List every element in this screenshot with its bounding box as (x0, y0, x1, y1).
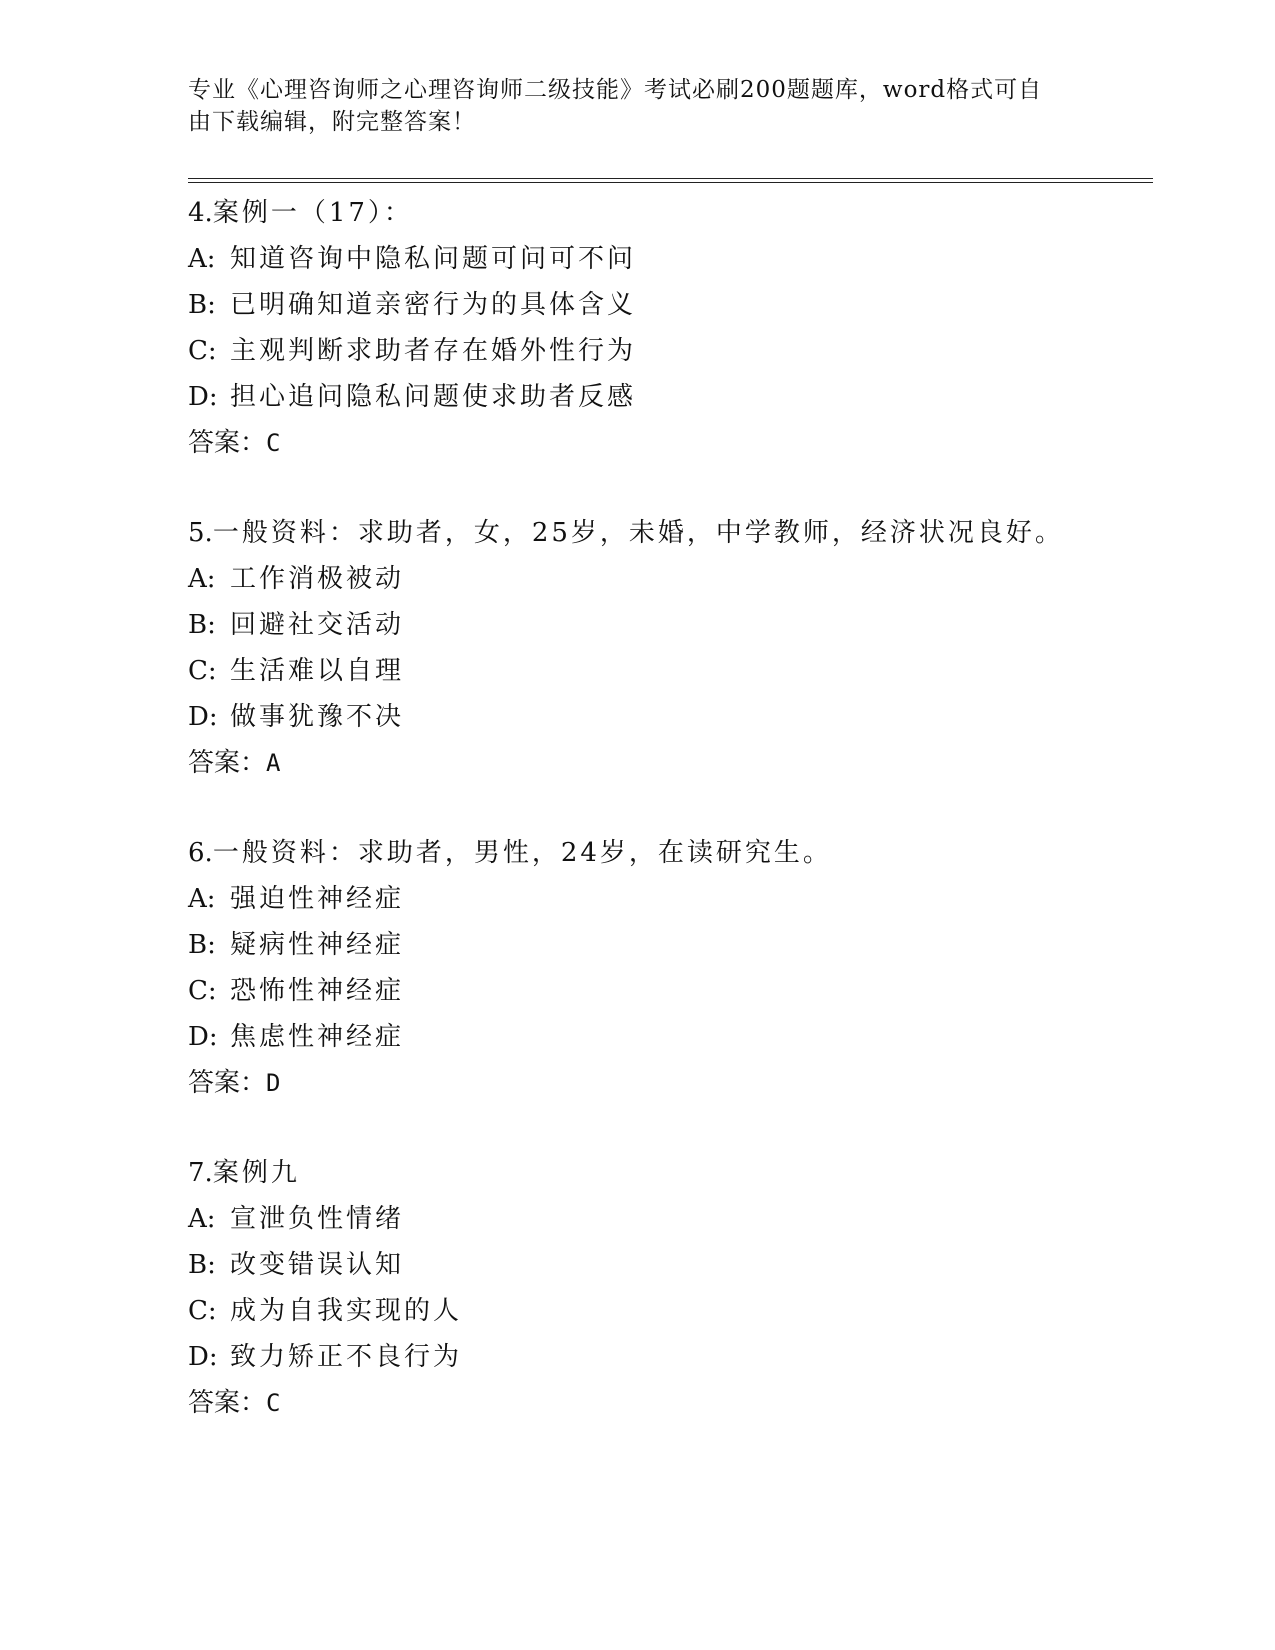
header-line-1: 专业《心理咨询师之心理咨询师二级技能》考试必刷200题题库，word格式可自 (188, 77, 1043, 103)
option-letter: A: (188, 1204, 216, 1234)
option-text: 知道咨询中隐私问题可问可不问 (230, 244, 637, 274)
option-letter: A: (188, 564, 216, 594)
question-list (188, 190, 1148, 1426)
option-a (188, 876, 1148, 922)
option-text: 做事犹豫不决 (230, 702, 405, 732)
option-b (188, 602, 1148, 648)
option-text: 宣泄负性情绪 (230, 1204, 405, 1234)
question-stem (188, 1150, 1148, 1196)
option-c (188, 1288, 1148, 1334)
header-line-2: 由下载编辑，附完整答案！ (188, 109, 476, 135)
option-text: 担心追问隐私问题使求助者反感 (230, 382, 637, 412)
option-c (188, 968, 1148, 1014)
option-d (188, 694, 1148, 740)
option-text: 工作消极被动 (230, 564, 405, 594)
option-letter: C: (188, 1296, 217, 1326)
question-stem (188, 830, 1148, 876)
question-item (188, 190, 1148, 466)
option-d (188, 374, 1148, 420)
option-text: 强迫性神经症 (230, 884, 405, 914)
question-stem (188, 190, 1148, 236)
question-number: 5. (188, 518, 213, 548)
answer-line (188, 420, 1148, 466)
option-a (188, 1196, 1148, 1242)
option-letter: D: (188, 1022, 218, 1052)
option-letter: A: (188, 884, 216, 914)
question-item (188, 830, 1148, 1106)
option-b (188, 282, 1148, 328)
answer-label: 答案： (188, 748, 267, 778)
question-number: 7. (188, 1158, 213, 1188)
option-b (188, 1242, 1148, 1288)
answer-value: A (266, 749, 281, 777)
option-text: 焦虑性神经症 (230, 1022, 405, 1052)
option-d (188, 1014, 1148, 1060)
answer-line (188, 740, 1148, 786)
option-text: 疑病性神经症 (230, 930, 405, 960)
option-d (188, 1334, 1148, 1380)
option-text: 回避社交活动 (230, 610, 405, 640)
option-a (188, 556, 1148, 602)
option-letter: D: (188, 382, 218, 412)
option-text: 恐怖性神经症 (230, 976, 405, 1006)
option-text: 改变错误认知 (230, 1250, 405, 1280)
question-stem (188, 510, 1148, 556)
option-letter: A: (188, 244, 216, 274)
answer-value: C (266, 1389, 281, 1417)
option-letter: D: (188, 1342, 218, 1372)
answer-line (188, 1380, 1148, 1426)
answer-label: 答案： (188, 1388, 267, 1418)
option-c (188, 648, 1148, 694)
header-divider-top (188, 178, 1153, 179)
option-text: 致力矫正不良行为 (230, 1342, 463, 1372)
question-text: 案例一（17）： (212, 198, 413, 228)
question-item (188, 510, 1148, 786)
option-text: 已明确知道亲密行为的具体含义 (230, 290, 637, 320)
option-text: 成为自我实现的人 (230, 1296, 463, 1326)
question-number: 4. (188, 198, 213, 228)
option-letter: B: (188, 610, 216, 640)
answer-label: 答案： (188, 1068, 267, 1098)
question-text: 一般资料：求助者，男性，24岁，在读研究生。 (212, 838, 832, 868)
header-divider-bottom (188, 182, 1153, 183)
option-letter: C: (188, 976, 217, 1006)
question-number: 6. (188, 838, 213, 868)
option-text: 主观判断求助者存在婚外性行为 (230, 336, 637, 366)
document-header (188, 74, 1068, 138)
question-item (188, 1150, 1148, 1426)
option-a (188, 236, 1148, 282)
option-letter: B: (188, 290, 216, 320)
option-letter: D: (188, 702, 218, 732)
option-b (188, 922, 1148, 968)
question-text: 一般资料：求助者，女，25岁，未婚，中学教师，经济状况良好。 (212, 518, 1064, 548)
option-letter: B: (188, 1250, 216, 1280)
option-letter: C: (188, 336, 217, 366)
answer-label: 答案： (188, 428, 267, 458)
answer-value: C (266, 429, 281, 457)
option-letter: B: (188, 930, 216, 960)
answer-line (188, 1060, 1148, 1106)
answer-value: D (266, 1069, 281, 1097)
option-letter: C: (188, 656, 217, 686)
option-c (188, 328, 1148, 374)
option-text: 生活难以自理 (230, 656, 405, 686)
question-text: 案例九 (212, 1158, 300, 1188)
